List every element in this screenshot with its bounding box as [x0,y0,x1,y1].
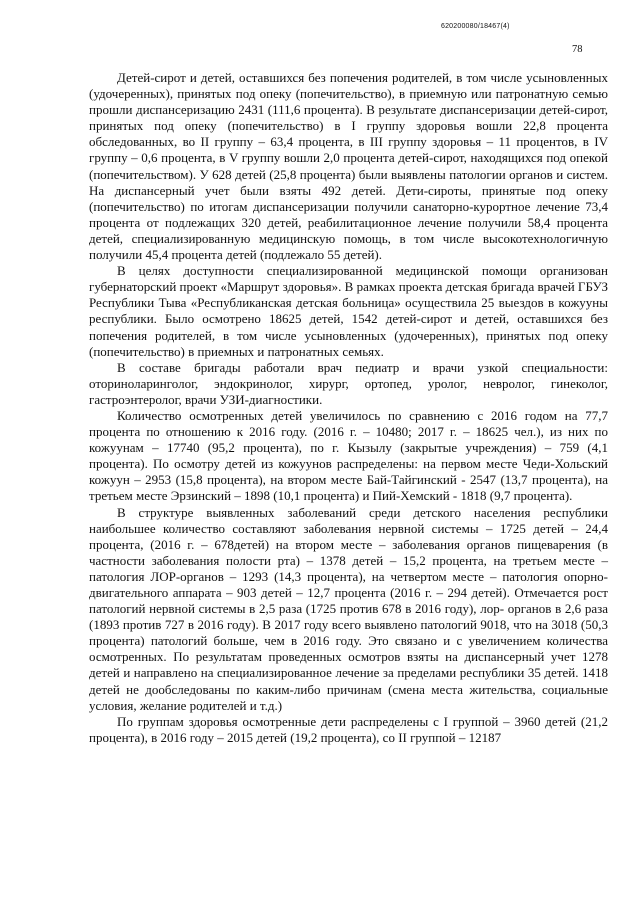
paragraph-health-route-project: В целях доступности специализированной медицинской помощи организован губернаторский проект «Маршрут здоровья». В рамках проекта детская бригада врачей ГБУЗ Республики Тыва «Республиканская детская больница» осуществила 25 выездов в кожууны республики. Было осмотрено 18625 детей, 1542 детей-сирот и детей, оставшихся без попечения родителей, в том числе усыновленных (удочеренных), принятых под опеку (попечительство) в приемных и патронатных семьях. [89,263,608,359]
paragraph-brigade-composition: В составе бригады работали врач педиатр и врачи узкой специальности: оториноларинголог, эндокринолог, хирург, ортопед, уролог, невролог, гинеколог, гастроэнтеролог, врачи УЗИ-диагностики. [89,359,608,407]
paragraph-disease-structure: В структуре выявленных заболеваний среди детского населения республики наибольшее количество составляют заболевания нервной системы – 1725 детей – 24,4 процента, (2016 г. – 678детей) на втором месте – заболевания органов пищеварения (в частности заболевания полости рта) – 1378 детей – 15,2 процента, на третьем месте – патология ЛОР-органов – 1293 (14,3 процента), на четвертом месте – патология опорно-двигательного аппарата – 903 детей – 12,7 процента (2016 г. – 294 детей). Отмечается рост патологий нервной системы в 2,5 раза (1725 против 678 в 2016 году), лор- органов в 2,6 раза (1893 против 727 в 2016 году). В 2017 году всего выявлено патологий 9018, что на 3018 (50,3 процента) патологий больше, чем в 2016 году. Это связано и с увеличением количества осмотренных. По результатам проведенных осмотров взяты на диспансерный учет 1278 детей и направлено на специализированное лечение за пределами республики 35 детей. 1418 детей не дообследованы по каким-либо причинам (смена места жительства, социальные условия, желание родителей и т.д.) [89,504,608,713]
paragraph-examined-children-count: Количество осмотренных детей увеличилось по сравнению с 2016 годом на 77,7 процента по отношению к 2016 году. (2016 г. – 10480; 2017 г. – 18625 чел.), из них по кожуунам – 17740 (95,2 процента), по г. Кызылу (закрытые учреждения) – 759 (4,1 процента). По осмотру детей из кожуунов распределены: на первом месте Чеди-Хольский кожуун – 2953 (15,8 процента), на втором месте Бай-Тайгинский - 2547 (13,7 процента), на третьем месте Эрзинский – 1898 (10,1 процента) и Пий-Хемский - 1818 (9,7 процента). [89,407,608,504]
document-id: 620200080/18467(4) [441,23,510,30]
page-number: 78 [572,44,583,55]
paragraph-orphan-health-checks: Детей-сирот и детей, оставшихся без попечения родителей, в том числе усыновленных (удочеренных), принятых под опеку (попечительство), в приемную или патронатную семью прошли диспансеризацию 2431 (111,6 процента). В результате диспансеризации детей-сирот, принятых под опеку (попечительство) в I группу здоровья вошли 22,8 процента обследованных, во II группу – 63,4 процента, в III группу здоровья – 11 процентов, в IV группу – 0,6 процента, в V группу вошли 2,0 процента детей-сирот, находящихся под опекой (попечительством). У 628 детей (25,8 процента) были выявлены патологии органов и систем. На диспансерный учет были взяты 492 детей. Дети-сироты, принятые под опеку (попечительство) по итогам диспансеризации получили санаторно-курортное лечение 73,4 процента от подлежащих 320 детей, реабилитационное лечение получили 58,4 процента детей, специализированную медицинскую помощь, в том числе высокотехнологичную получили 45,4 процента детей (подлежало 55 детей). [89,70,608,263]
paragraph-health-groups: По группам здоровья осмотренные дети распределены с I группой – 3960 детей (21,2 процента), в 2016 году – 2015 детей (19,2 процента), со II группой – 12187 [89,713,608,745]
document-body [89,70,608,746]
